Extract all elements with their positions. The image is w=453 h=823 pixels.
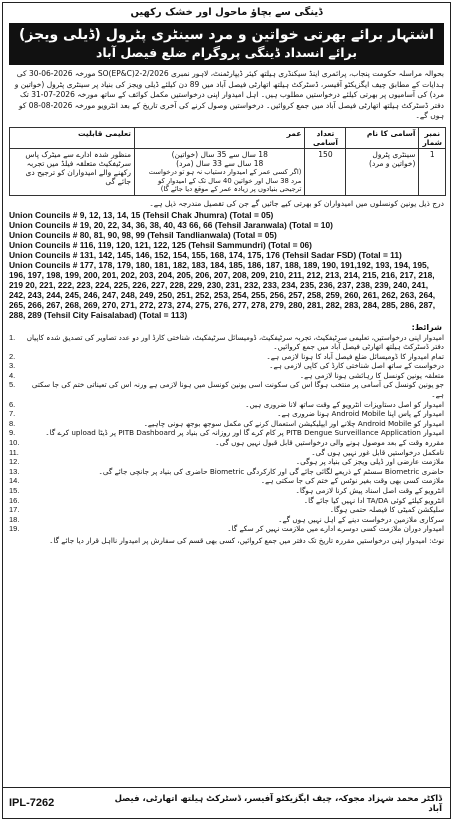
list-item: امیدوار کے پاس اپنا Android Mobile ہونا ضروری ہے۔ 7. bbox=[9, 409, 444, 419]
list-item: نامکمل درخواستیں قابل غور نہیں ہوں گی۔ 11. bbox=[9, 447, 444, 457]
union-council-list bbox=[3, 210, 450, 320]
footnote: نوٹ: امیدوار اپنی درخواستیں مقررہ تاریخ تک دفتر میں جمع کروائیں، کسی بھی قسم کی سفارش پر امیدوار نااہل قرار دیا جائے گا۔ bbox=[49, 535, 444, 545]
banner-title: اشتہار برائے بھرتی خواتین و مرد سینٹری پٹرول (ڈیلی ویجز) bbox=[19, 27, 434, 43]
union-council-note: درج ذیل یونین کونسلوں میں امیدواران کو بھرتی کیے جائیں گے جن کی تفصیل مندرجہ ذیل ہے۔ bbox=[149, 198, 444, 208]
conditions-title: شرائط: bbox=[411, 322, 442, 332]
conditions-list bbox=[9, 333, 444, 534]
list-item: امیدوار کو Android Mobile چلانے اور ایپلیکیشن استعمال کرنے کی مکمل سوجھ بوجھ ہونی چاہیے۔ 8. bbox=[9, 418, 444, 428]
cell-sr: 1 bbox=[419, 149, 446, 196]
advertisement-page bbox=[2, 2, 451, 819]
header-age: عمر bbox=[135, 128, 305, 149]
cell-count: 150 bbox=[305, 149, 346, 196]
list-item: سرکاری ملازمین درخواست دینے کے اہل نہیں ہوں گے۔ 18. bbox=[9, 514, 444, 524]
list-item: مقررہ وقت کے بعد موصول ہونے والی درخواستیں قابل قبول نہیں ہوں گی۔ 10. bbox=[9, 438, 444, 448]
list-item: درخواست کے ساتھ اصل شناختی کارڈ کی کاپی لازمی ہے۔ 3. bbox=[9, 361, 444, 371]
cell-post: سینٹری پٹرول (خواتین و مرد) bbox=[346, 149, 419, 196]
cell-qualification: منظور شدہ ادارے سے میٹرک پاس سرٹیفکیٹ متعلقہ فیلڈ میں تجربہ رکھنے والے امیدواران کو ترجیح دی جائے گی bbox=[10, 149, 135, 196]
cell-age bbox=[135, 149, 305, 196]
list-item: امیدوار دوران ملازمت کسی دوسرے ادارے میں ملازمت نہیں کر سکے گا۔ 19. bbox=[9, 524, 444, 534]
signatory: ڈاکٹر محمد شہزاد مجوکہ، چیف ایگزیکٹو آفیسر، ڈسٹرکٹ ہیلتھ اتھارٹی، فیصل آباد bbox=[114, 793, 442, 814]
table-row bbox=[10, 149, 446, 196]
table-header-row bbox=[10, 128, 446, 149]
list-item: امیدوار کو اصل دستاویزات انٹرویو کے وقت ساتھ لانا ضروری ہیں۔ 6. bbox=[9, 399, 444, 409]
age-men: 18 سال سے 33 سال (مرد) bbox=[176, 159, 264, 168]
list-item: انٹرویو کے وقت اصل اسناد پیش کرنا لازمی ہوگا۔ 15. bbox=[9, 486, 444, 495]
ipl-number: IPL-7262 bbox=[9, 797, 55, 809]
list-item: متعلقہ یونین کونسل کا رہائشی ہونا لازمی ہے۔ 4. bbox=[9, 370, 444, 380]
age-relaxation: (اگر کسی عمر کے امیدوار دستیاب نہ ہو تو درخواست مرد 38 سال اور خواتین 40 سال تک کے امیدوار کو ترجیحی بنیادوں پر زیادہ عمر کے موقع دیا جائے گا) bbox=[148, 168, 302, 193]
list-item: Union Councils # 80, 81, 90, 98, 99 (Tehsil Tandlianwala) (Total = 05) bbox=[9, 229, 277, 240]
list-item: Union Councils # 131, 142, 145, 146, 152, 154, 155, 168, 174, 175, 176 (Tehsil Sadar FSD) (Total = 11) bbox=[9, 249, 402, 260]
banner-subtitle: برائے انسداد ڈینگی پروگرام ضلع فیصل آباد bbox=[95, 45, 358, 60]
intro-paragraph: بحوالہ مراسلہ حکومت پنجاب، پرائمری اینڈ سیکنڈری ہیلتھ کیئر ڈیپارٹمنٹ، لاہور نمبری SO(EP&C)2-2/2026 مورخہ 2026-06-30 کی ہدایات کے مطابق چیف ایگزیکٹو آفیسر، ڈسٹرکٹ ہیلتھ اتھارٹی فیصل آباد میں 89 دن کیلئے ڈیلی ویجز کی بنیاد پر سینٹری پٹرول (خواتین و مرد) کی آسامیوں پر بھرتی کیلئے درخواستیں مطلوب ہیں۔ اہل امیدوار اپنی درخواستیں مکمل کوائف کے ساتھ مورخہ 2026-07-31 تک دفتر ڈسٹرکٹ ہیلتھ اتھارٹی فیصل آباد میں جمع کروائیں۔ درخواستیں وصول کرنے کی آخری تاریخ کے بعد انٹرویو مورخہ 2026-08-08 کو ہوں گے۔ bbox=[14, 69, 444, 120]
header-qualification: تعلیمی قابلیت bbox=[10, 128, 135, 149]
top-slogan: ڈینگی سے بچاؤ ماحول اور خشک رکھیں bbox=[130, 7, 323, 18]
list-item: تمام امیدوار کا ڈومیسائل ضلع فیصل آباد کا ہونا لازمی ہے۔ 2. bbox=[9, 351, 444, 361]
list-item: جو یونین کونسل کی آسامی پر منتخب ہوگا اس کی سکونت اسی یونین کونسل میں ہونا لازمی ہے ورنہ اس کی تعیناتی ختم کی جا سکتی ہے۔ 5. bbox=[9, 380, 444, 400]
list-item: سلیکشن کمیٹی کا فیصلہ حتمی ہوگا۔ 17. bbox=[9, 505, 444, 515]
header-sr: نمبر شمار bbox=[419, 128, 446, 149]
list-item: Union Councils # 19, 20, 22, 34, 36, 38, 40, 43 66, 66 (Tehsil Jaranwala) (Total = 10) bbox=[9, 219, 333, 230]
list-item: Union Councils # 9, 12, 13, 14, 15 (Tehsil Chak Jhumra) (Total = 05) bbox=[9, 209, 274, 220]
header-count: تعداد آسامی bbox=[305, 128, 346, 149]
list-item: Union Councils # 116, 119, 120, 121, 122, 125 (Tehsil Sammundri) (Total = 06) bbox=[9, 239, 312, 250]
list-item: ملازمت عارضی اور ڈیلی ویجز کی بنیاد پر ہوگی۔ 12. bbox=[9, 457, 444, 467]
list-item: امیدوار PITB Dengue Surveillance Application پر کام کرے گا اور روزانہ کی بنیاد پر PITB Dashboard پر ڈیٹا upload کرے گا۔ 9. bbox=[9, 428, 444, 438]
list-item: Union Councils # 177, 178, 179, 180, 181, 182, 183, 184, 185, 186, 187, 188, 189, 190, 191,192, 193, 194, 195, 196, 197, 198, 199, 200, 201, 202, 203, 204, 205, 206, 207, 208, 209, 210, 211, 212, 213, 214, 215, 216, 217, 218, 219 20, 221, 222, 223, 224, 225, 226, 227, 228, 229, 230, 231, 232, 233, 234, 235, 236, 237, 238, 239, 240, 241, 242, 243, 244, 245, 246, 247, 248, 249, 250, 251, 252, 253, 254, 255, 256, 257, 258, 259, 260, 261, 262, 263, 264, 265, 266, 267, 268, 269, 270, 271, 272, 273, 274, 275, 276, 277, 278, 279, 280, 281, 282, 283, 284, 285, 286, 287, 288, 289 (Tehsil City Faisalabad) (Total = 113) bbox=[9, 259, 436, 320]
list-item: انٹرویو کیلئے کوئی TA/DA ادا نہیں کیا جائے گا۔ 16. bbox=[9, 495, 444, 505]
list-item: ملازمت کسی بھی وقت بغیر نوٹس کے ختم کی جا سکتی ہے۔ 14. bbox=[9, 476, 444, 486]
footer bbox=[3, 787, 450, 818]
title-banner bbox=[9, 23, 444, 65]
list-item: حاضری Biometric سسٹم کے ذریعے لگائی جائے گی اور کارکردگی Biometric حاضری کی بنیاد پر جانچی جائے گی۔ 13. bbox=[9, 466, 444, 476]
posts-table bbox=[9, 127, 446, 196]
age-women: 18 سال سے 35 سال (خواتین) bbox=[171, 150, 268, 159]
list-item: امیدوار اپنی درخواستیں، تعلیمی سرٹیفکیٹ، تجربہ سرٹیفکیٹ، ڈومیسائل سرٹیفکیٹ، شناختی کارڈ اور دو عدد تصاویر کی تصدیق شدہ کاپیاں دفتر ڈسٹرکٹ ہیلتھ اتھارٹی فیصل آباد میں جمع کروائیں۔ 1. bbox=[9, 332, 444, 352]
header-post: آسامی کا نام bbox=[346, 128, 419, 149]
